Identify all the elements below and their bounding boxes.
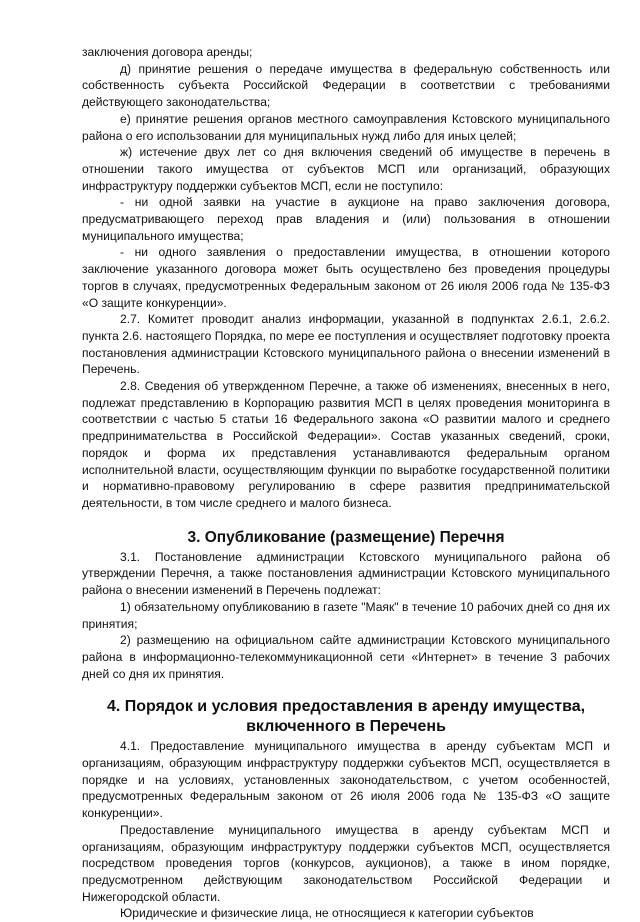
paragraph: 2) размещению на официальном сайте администрации Кстовского муниципального района в информационно-телекоммуникационной сети «Интернет» в течение 3 рабочих дней со дня их принятия. xyxy=(82,633,610,681)
paragraph: д) принятие решения о передаче имущества в федеральную собственность или собственность субъекта Российской Федерации в соответствии с требованиями действующего законодательства; xyxy=(82,61,610,110)
paragraph: 3.1. Постановление администрации Кстовского муниципального района об утверждении Перечня, а также постановления администрации Кстовского муниципального района о внесении изменений в Перечень подлежат: xyxy=(82,549,610,598)
paragraph: Юридические и физические лица, не относящиеся к категории субъектов xyxy=(120,906,534,921)
section-heading: 4. Порядок и условия предоставления в аренду имущества, включенного в Перечень xyxy=(106,698,586,736)
paragraph: 2.8. Сведения об утвержденном Перечне, а также об изменениях, внесенных в него, подлежат представлению в Корпорацию развития МСП в целях проведения мониторинга в соответствии с частью 5 статьи 16 Федерального закона «О развитии малого и среднего предпринимательства в Российской Федерации». Состав указанных сведений, сроки, порядок и форма их представления устанавливаются федеральным органом исполнительной власти, осуществляющим функции по выработке государственной политики и нормативно-правовому регулированию в сфере развития предпринимательской деятельности, в том числе среднего и малого бизнеса. xyxy=(82,379,610,510)
section-heading: 3. Опубликование (размещение) Перечня xyxy=(187,528,505,546)
paragraph: Предоставление муниципального имущества в аренду субъектам МСП и организациям, образующим инфраструктуру поддержки субъектов МСП, осуществляется посредством проведения торгов (конкурсов, аукционов), а также в ином порядке, предусмотренном действующим законодательством Российской Федерации и Нижегородской области. xyxy=(82,822,610,904)
paragraph: 2.7. Комитет проводит анализ информации, указанной в подпунктах 2.6.1, 2.6.2. пункта 2.6. настоящего Порядка, по мере ее поступления и осуществляет подготовку проекта постановления администрации Кстовского муниципального района о внесении изменений в Перечень. xyxy=(82,312,610,377)
paragraph: ж) истечение двух лет со дня включения сведений об имуществе в перечень в отношении такого имущества от субъектов МСП или организаций, образующих инфраструктуру поддержки субъектов МСП, если не поступило: xyxy=(82,145,610,193)
paragraph: 1) обязательному опубликованию в газете "Маяк" в течение 10 рабочих дней со дня их принятия; xyxy=(82,599,610,631)
paragraph: 4.1. Предоставление муниципального имущества в аренду субъектам МСП и организациям, образующим инфраструктуру поддержки субъектов МСП, осуществляется в порядке и на условиях, установленных законодательством, с учетом особенностей, предусмотренных Федеральным законом от 26 июля 2006 года № 135-ФЗ «О защите конкуренции». xyxy=(82,739,610,821)
paragraph: - ни одной заявки на участие в аукционе на право заключения договора, предусматривающего переход прав владения и (или) пользования в отношении муниципального имущества; xyxy=(82,195,610,243)
paragraph: заключения договора аренды; xyxy=(82,45,253,59)
paragraph: - ни одного заявления о предоставлении имущества, в отношении которого заключение указанного договора может быть осуществлено без проведения процедуры торгов в случаях, предусмотренных Федеральным законом от 26 июля 2006 года № 135-ФЗ «О защите конкуренции». xyxy=(82,245,610,310)
paragraph: е) принятие решения органов местного самоуправления Кстовского муниципального района о его использовании для муниципальных нужд либо для иных целей; xyxy=(82,111,610,143)
